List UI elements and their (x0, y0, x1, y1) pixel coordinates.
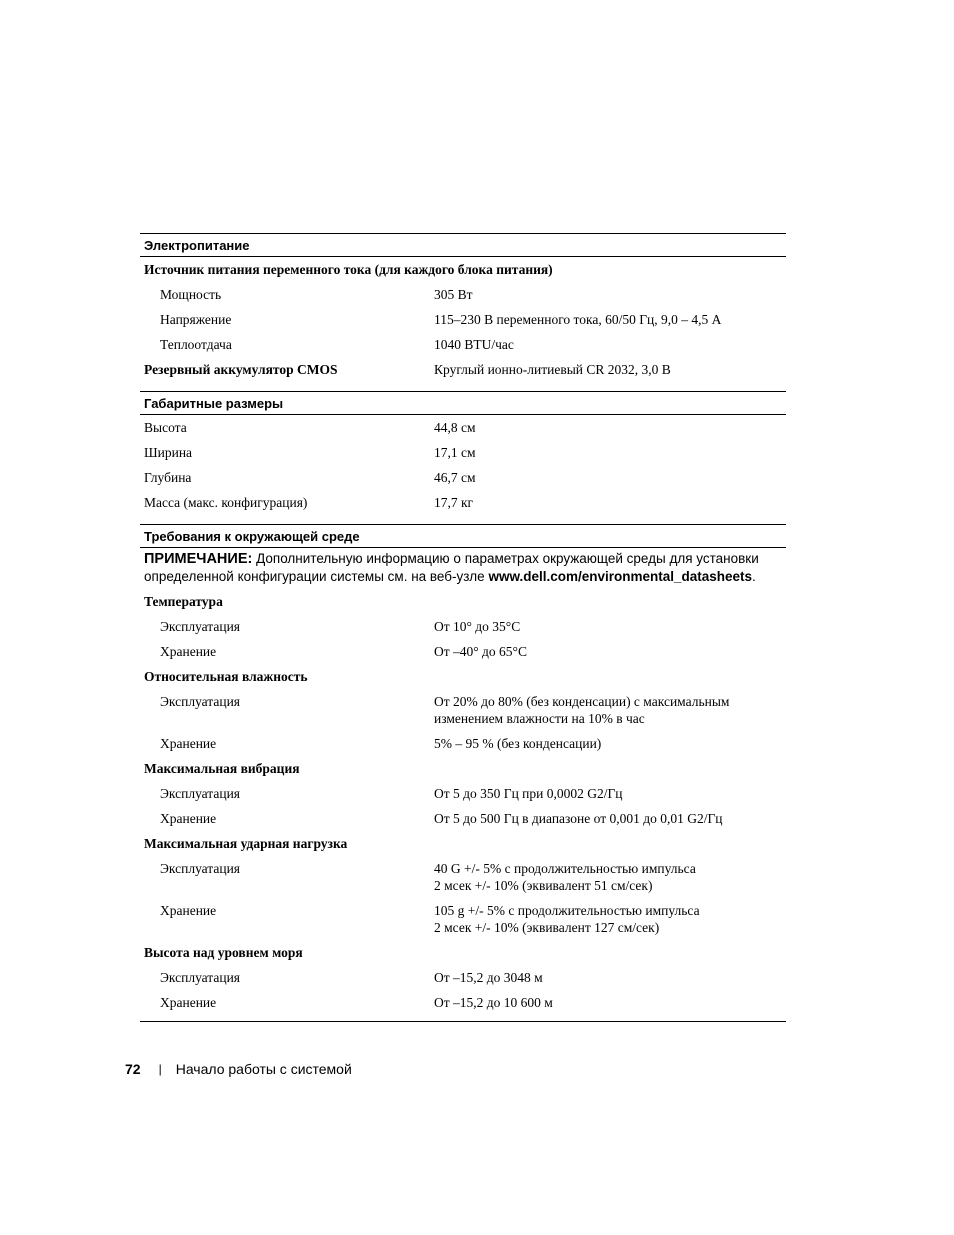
table-bottom-rule (140, 1021, 786, 1022)
spec-label: Резервный аккумулятор CMOS (144, 362, 338, 377)
spec-value-line: 105 g +/- 5% с продолжительностью импульса (434, 903, 700, 918)
spec-value: От –15,2 до 10 600 м (434, 995, 553, 1010)
spec-row-cmos (140, 357, 786, 382)
spec-value-line: 40 G +/- 5% с продолжительностью импульса (434, 861, 696, 876)
spacer (140, 515, 786, 524)
spec-label: Эксплуатация (160, 619, 241, 634)
spec-group-title: Относительная влажность (144, 669, 308, 684)
spec-row-shock-operating (140, 856, 786, 898)
spec-row-heat (140, 332, 786, 357)
spec-row-humidity-storage (140, 731, 786, 756)
spec-label: Эксплуатация (160, 861, 241, 876)
page-number: 72 (125, 1061, 141, 1077)
spec-row-shock-storage (140, 898, 786, 940)
spec-label: Хранение (160, 736, 217, 751)
spec-label: Хранение (160, 995, 217, 1010)
spec-row-depth (140, 465, 786, 490)
spec-value-line: 2 мсек +/- 10% (эквивалент 127 см/сек) (434, 920, 660, 935)
spec-label: Теплоотдача (160, 337, 232, 352)
spec-value: От 5 до 500 Гц в диапазоне от 0,001 до 0,01 G2/Гц (434, 811, 723, 826)
spec-value: 46,7 см (434, 470, 476, 485)
spec-label: Напряжение (160, 312, 232, 327)
spec-group-title: Высота над уровнем моря (144, 945, 303, 960)
spec-row-vibration (140, 756, 786, 781)
spec-row-shock (140, 831, 786, 856)
spec-value: От 20% до 80% (без конденсации) с максимальным изменением влажности на 10% в час (434, 694, 730, 726)
page-footer (125, 1061, 352, 1077)
spec-value: От 10° до 35°C (434, 619, 521, 634)
spec-value: От 5 до 350 Гц при 0,0002 G2/Гц (434, 786, 623, 801)
spec-value-line: 2 мсек +/- 10% (эквивалент 51 см/сек) (434, 878, 653, 893)
spec-label: Ширина (144, 445, 193, 460)
footer-separator: | (158, 1062, 162, 1076)
spec-value: Круглый ионно-литиевый CR 2032, 3,0 В (434, 362, 671, 377)
environmental-datasheets-link[interactable]: www.dell.com/environmental_datasheets (488, 569, 753, 584)
spec-value: 1040 BTU/час (434, 337, 514, 352)
note-text: Дополнительную информацию о параметрах окружающей среды для установки определенной конфигурации системы см. на веб-узле (144, 551, 759, 584)
note-block (140, 548, 786, 589)
spec-label: Эксплуатация (160, 970, 241, 985)
spec-row-vibration-operating (140, 781, 786, 806)
spec-value: От –15,2 до 3048 м (434, 970, 543, 985)
spec-row-wattage (140, 282, 786, 307)
section-header-environment: Требования к окружающей среде (140, 524, 786, 548)
spec-row-height (140, 415, 786, 440)
spec-label: Масса (макс. конфигурация) (144, 495, 308, 510)
spec-row-altitude-storage (140, 990, 786, 1015)
spec-value: 5% – 95 % (без конденсации) (434, 736, 602, 751)
spec-label: Глубина (144, 470, 192, 485)
spacer (140, 382, 786, 391)
spec-group-title: Источник питания переменного тока (для каждого блока питания) (144, 262, 553, 277)
note-label: ПРИМЕЧАНИЕ: (144, 551, 253, 567)
spec-label: Хранение (160, 903, 217, 918)
spec-row-voltage (140, 307, 786, 332)
note-end: . (752, 569, 756, 584)
spec-row-vibration-storage (140, 806, 786, 831)
section-header-power: Электропитание (140, 233, 786, 257)
spec-value (434, 902, 786, 936)
spec-row-humidity (140, 664, 786, 689)
spec-row-altitude (140, 940, 786, 965)
section-header-dimensions: Габаритные размеры (140, 391, 786, 415)
spec-label: Эксплуатация (160, 694, 241, 709)
spec-value (434, 860, 786, 894)
spec-table (140, 233, 786, 1022)
spec-row-temp-storage (140, 639, 786, 664)
spec-row-humidity-operating (140, 689, 786, 731)
spec-value: 305 Вт (434, 287, 473, 302)
spec-row-ac-source (140, 257, 786, 282)
spec-row-temperature (140, 589, 786, 614)
spec-label: Эксплуатация (160, 786, 241, 801)
spec-group-title: Максимальная ударная нагрузка (144, 836, 348, 851)
spec-label: Хранение (160, 644, 217, 659)
spec-value: 17,7 кг (434, 495, 474, 510)
spec-label: Высота (144, 420, 187, 435)
spec-value: 17,1 см (434, 445, 476, 460)
spec-value: От –40° до 65°C (434, 644, 527, 659)
spec-row-weight (140, 490, 786, 515)
spec-value: 115–230 В переменного тока, 60/50 Гц, 9,0 – 4,5 А (434, 312, 722, 327)
spec-row-altitude-operating (140, 965, 786, 990)
spec-group-title: Температура (144, 594, 223, 609)
spec-value: 44,8 см (434, 420, 476, 435)
footer-title: Начало работы с системой (175, 1061, 352, 1077)
spec-label: Мощность (160, 287, 222, 302)
spec-group-title: Максимальная вибрация (144, 761, 300, 776)
spec-row-temp-operating (140, 614, 786, 639)
spec-row-width (140, 440, 786, 465)
spec-label: Хранение (160, 811, 217, 826)
